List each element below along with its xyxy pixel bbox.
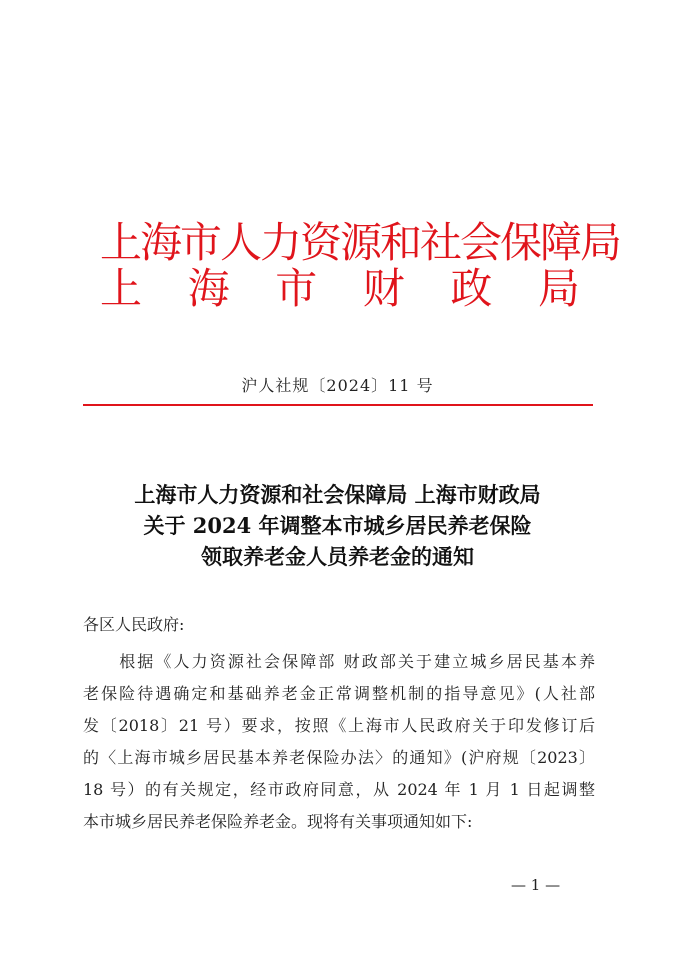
body-line: 18 号）的有关规定，经市政府同意，从 2024 年 1 月 1 日起调整 [83,780,595,799]
body-line: 根据《人力资源社会保障部 财政部关于建立城乡居民基本养 [83,652,595,671]
issuer-line-2-char: 上 [100,264,143,313]
red-divider [83,404,593,406]
body-paragraph [83,646,595,838]
title-line-1: 上海市人力资源和社会保障局 上海市财政局 [134,482,541,507]
issuer-line-2 [100,264,580,313]
issuer-line-2-char: 市 [275,264,318,313]
body-line: 本市城乡居民养老保险养老金。现将有关事项通知如下: [83,812,473,831]
document-title [0,479,675,572]
body-line: 的〈上海市城乡居民基本养老保险办法〉的通知》(沪府规〔2023〕 [83,748,595,767]
issuer-line-1: 上海市人力资源和社会保障局 [100,218,621,267]
page-number: — 1 — [511,876,561,894]
document-number: 沪人社规〔2024〕11 号 [241,376,434,395]
issuer-line-2-char: 政 [450,264,493,313]
title-line-2: 关于 2024 年调整本市城乡居民养老保险 [143,513,532,538]
issuer-line-2-char: 海 [187,264,230,313]
title-line-3: 领取养老金人员养老金的通知 [201,544,474,569]
issuer-line-2-char: 局 [537,264,580,313]
addressee: 各区人民政府: [83,615,185,634]
body-line: 老保险待遇确定和基础养老金正常调整机制的指导意见》(人社部 [83,684,595,703]
issuer-line-2-char: 财 [362,264,405,313]
body-line: 发〔2018〕21 号）要求，按照《上海市人民政府关于印发修订后 [83,716,595,735]
